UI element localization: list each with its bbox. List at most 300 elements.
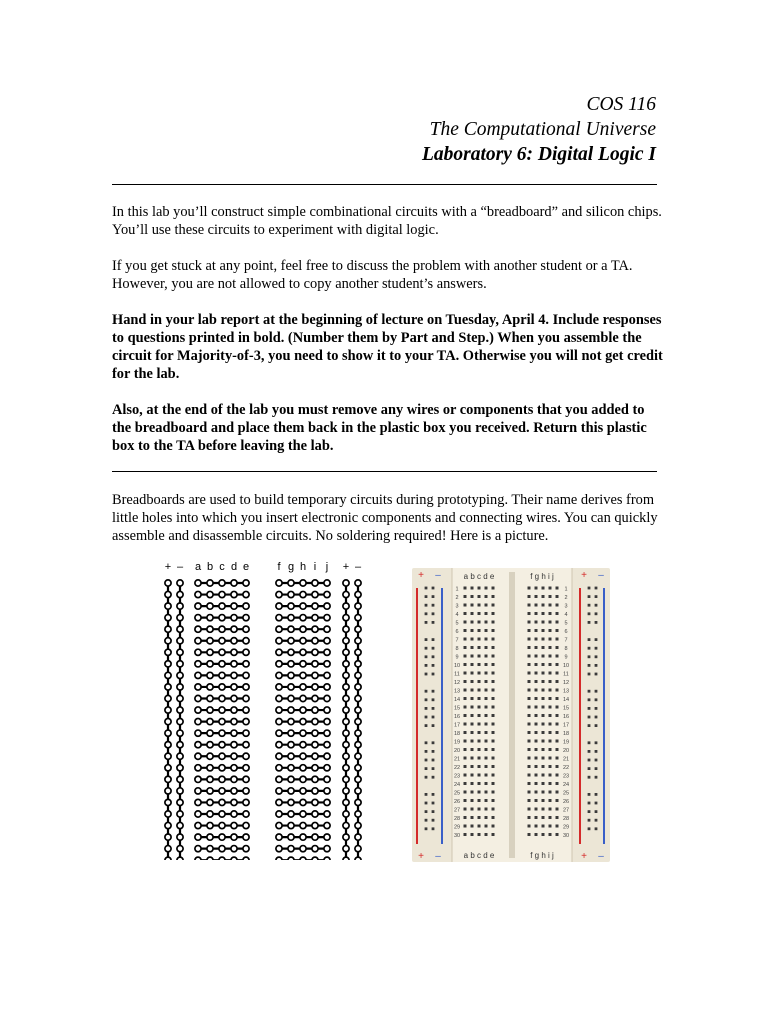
hole: [207, 834, 213, 840]
hole: [276, 672, 282, 678]
terminal-hole: [464, 808, 467, 811]
terminal-hole: [485, 663, 488, 666]
terminal-hole: [542, 757, 545, 760]
hole: [207, 707, 213, 713]
terminal-hole: [542, 748, 545, 751]
terminal-hole: [485, 604, 488, 607]
hole: [312, 719, 318, 725]
terminal-hole: [556, 646, 559, 649]
hole: [219, 811, 225, 817]
terminal-hole: [549, 697, 552, 700]
hole: [343, 857, 349, 860]
terminal-hole: [478, 689, 481, 692]
rail-hole: [425, 810, 428, 813]
terminal-hole: [485, 833, 488, 836]
row-number-left: 8: [455, 646, 459, 652]
row-number-right: 15: [562, 705, 570, 712]
hole: [300, 626, 306, 632]
hole: [177, 788, 183, 794]
row-number-right: 13: [562, 688, 570, 695]
hole: [195, 580, 201, 586]
hole: [324, 615, 330, 621]
course-title: The Computational Universe: [429, 119, 656, 140]
terminal-hole: [478, 638, 481, 641]
rail-hole: [595, 604, 598, 607]
terminal-hole: [478, 731, 481, 734]
terminal-hole: [542, 655, 545, 658]
terminal-hole: [556, 714, 559, 717]
terminal-hole: [485, 587, 488, 590]
terminal-hole: [485, 825, 488, 828]
hole: [219, 672, 225, 678]
hole: [195, 730, 201, 736]
hole: [355, 661, 361, 667]
rail-hole: [432, 827, 435, 830]
terminal-hole: [485, 723, 488, 726]
terminal-hole: [528, 748, 531, 751]
terminal-hole: [549, 604, 552, 607]
rail-hole: [425, 802, 428, 805]
row-number-right: 24: [562, 782, 570, 788]
terminal-hole: [528, 706, 531, 709]
hole: [219, 765, 225, 771]
terminal-hole: [492, 663, 495, 666]
row-number-right: 10: [562, 663, 570, 669]
terminal-hole: [535, 765, 538, 768]
hole: [288, 788, 294, 794]
terminal-hole: [528, 825, 531, 828]
row-number-left: 28: [453, 816, 461, 822]
terminal-hole: [471, 621, 474, 624]
hole: [165, 753, 171, 759]
minus-sign-bottom: –: [435, 851, 441, 862]
terminal-hole: [485, 740, 488, 743]
hole: [324, 580, 330, 586]
rail-hole: [588, 647, 591, 650]
terminal-hole: [492, 740, 495, 743]
terminal-hole: [492, 612, 495, 615]
rail-hole: [588, 724, 591, 727]
terminal-hole: [478, 680, 481, 683]
row-number-left: 2: [455, 595, 459, 601]
hole: [207, 730, 213, 736]
hole: [177, 730, 183, 736]
minus-sign-top: –: [435, 570, 441, 581]
column-letters-top-right: f g h i j: [530, 572, 554, 581]
row-number-left: 20: [453, 748, 461, 754]
row-number-left: 4: [455, 612, 459, 618]
row-number-left: 16: [453, 714, 461, 720]
terminal-hole: [485, 629, 488, 632]
hole: [207, 857, 213, 860]
terminal-hole: [542, 774, 545, 777]
hole: [343, 684, 349, 690]
hole: [276, 615, 282, 621]
hole: [243, 638, 249, 644]
hole: [276, 661, 282, 667]
rail-hole: [425, 767, 428, 770]
terminal-hole: [542, 740, 545, 743]
row-number-right: 20: [562, 748, 570, 754]
terminal-hole: [556, 808, 559, 811]
terminal-hole: [549, 672, 552, 675]
hole: [231, 753, 237, 759]
hole: [312, 649, 318, 655]
rail-hole: [425, 638, 428, 641]
hole: [195, 788, 201, 794]
terminal-hole: [464, 680, 467, 683]
terminal-hole: [485, 791, 488, 794]
hole: [165, 672, 171, 678]
rail-hole: [595, 698, 598, 701]
hole: [288, 638, 294, 644]
row-number-left: 19: [453, 739, 461, 746]
hole: [300, 788, 306, 794]
terminal-hole: [478, 748, 481, 751]
rail-hole: [425, 819, 428, 822]
terminal-hole: [492, 672, 495, 675]
hole: [324, 591, 330, 597]
hole: [243, 580, 249, 586]
hole: [231, 799, 237, 805]
terminal-hole: [478, 723, 481, 726]
hole: [177, 661, 183, 667]
hole: [231, 591, 237, 597]
terminal-hole: [492, 748, 495, 751]
hole: [355, 615, 361, 621]
hole: [276, 742, 282, 748]
row-number-left: 26: [453, 799, 461, 805]
terminal-hole: [478, 697, 481, 700]
hole: [165, 707, 171, 713]
row-number-left: 22: [453, 765, 461, 771]
hole: [288, 615, 294, 621]
hole: [343, 765, 349, 771]
terminal-hole: [549, 808, 552, 811]
hole: [243, 591, 249, 597]
hole: [288, 661, 294, 667]
rail-hole: [425, 690, 428, 693]
rail-hole: [595, 724, 598, 727]
terminal-hole: [478, 714, 481, 717]
terminal-hole: [542, 595, 545, 598]
hole: [355, 649, 361, 655]
hole: [324, 719, 330, 725]
terminal-hole: [556, 782, 559, 785]
rail-hole: [595, 707, 598, 710]
terminal-hole: [549, 714, 552, 717]
terminal-hole: [528, 621, 531, 624]
terminal-hole: [542, 706, 545, 709]
hole: [231, 834, 237, 840]
row-number-left: 5: [455, 620, 459, 627]
hole: [324, 742, 330, 748]
hole: [355, 672, 361, 678]
terminal-hole: [471, 697, 474, 700]
hole: [276, 811, 282, 817]
hole: [288, 684, 294, 690]
hole: [219, 730, 225, 736]
column-label-10: i: [313, 561, 317, 573]
hole: [177, 753, 183, 759]
hole: [165, 822, 171, 828]
terminal-hole: [535, 621, 538, 624]
terminal-hole: [485, 799, 488, 802]
terminal-hole: [542, 663, 545, 666]
terminal-hole: [528, 808, 531, 811]
hole: [177, 776, 183, 782]
terminal-hole: [478, 799, 481, 802]
terminal-hole: [556, 833, 559, 836]
hole: [231, 730, 237, 736]
hole: [343, 753, 349, 759]
rail-hole: [425, 716, 428, 719]
hole: [195, 811, 201, 817]
rail-hole: [588, 673, 591, 676]
hole: [195, 626, 201, 632]
hole: [207, 615, 213, 621]
column-label-4: c: [219, 561, 225, 573]
row-number-left: 10: [453, 663, 461, 669]
hole: [288, 799, 294, 805]
hole: [165, 834, 171, 840]
minus-sign-bottom: –: [598, 851, 604, 862]
rail-hole: [588, 664, 591, 667]
hole: [300, 834, 306, 840]
terminal-hole: [556, 655, 559, 658]
hole: [207, 649, 213, 655]
hole: [312, 857, 318, 860]
row-number-left: 18: [453, 731, 461, 737]
terminal-hole: [556, 825, 559, 828]
row-number-left: 25: [453, 790, 461, 797]
row-number-right: 16: [562, 714, 570, 720]
terminal-hole: [542, 621, 545, 624]
hole: [324, 834, 330, 840]
hole: [165, 684, 171, 690]
row-number-left: 9: [455, 654, 459, 661]
terminal-hole: [535, 604, 538, 607]
hole: [355, 822, 361, 828]
rail-hole: [588, 776, 591, 779]
terminal-hole: [464, 638, 467, 641]
terminal-hole: [464, 595, 467, 598]
hole: [355, 765, 361, 771]
hole: [300, 672, 306, 678]
terminal-hole: [485, 765, 488, 768]
hole: [288, 580, 294, 586]
row-number-right: 9: [564, 654, 568, 661]
hole: [288, 834, 294, 840]
terminal-hole: [478, 774, 481, 777]
hole: [231, 638, 237, 644]
hole: [312, 615, 318, 621]
terminal-hole: [535, 808, 538, 811]
terminal-hole: [485, 816, 488, 819]
rail-hole: [588, 750, 591, 753]
plus-sign-bottom: +: [581, 851, 587, 862]
hole: [324, 846, 330, 852]
rail-hole: [432, 647, 435, 650]
terminal-hole: [528, 799, 531, 802]
terminal-hole: [464, 833, 467, 836]
hole: [165, 799, 171, 805]
rail-hole: [425, 664, 428, 667]
hole: [312, 591, 318, 597]
terminal-hole: [492, 621, 495, 624]
hole: [231, 603, 237, 609]
terminal-hole: [549, 825, 552, 828]
row-number-right: 11: [563, 671, 569, 678]
hole: [355, 753, 361, 759]
terminal-hole: [528, 791, 531, 794]
hole: [324, 753, 330, 759]
terminal-hole: [471, 799, 474, 802]
hole: [312, 626, 318, 632]
row-number-left: 23: [453, 773, 461, 780]
hole: [312, 799, 318, 805]
hole: [165, 788, 171, 794]
terminal-hole: [549, 663, 552, 666]
hole: [288, 730, 294, 736]
intro-paragraph: In this lab you’ll construct simple combinational circuits with a “breadboard” and silicon chips. You’ll use these circuits to experiment with digital logic.: [112, 204, 662, 238]
row-number-left: 7: [455, 637, 459, 644]
terminal-hole: [471, 663, 474, 666]
terminal-hole: [492, 680, 495, 683]
terminal-hole: [485, 612, 488, 615]
rail-hole: [432, 724, 435, 727]
terminal-hole: [464, 714, 467, 717]
row-number-left: 29: [453, 824, 461, 831]
hole: [165, 719, 171, 725]
terminal-hole: [535, 833, 538, 836]
hole: [219, 753, 225, 759]
row-number-right: 30: [562, 833, 570, 839]
terminal-hole: [478, 791, 481, 794]
row-number-right: 26: [562, 799, 570, 805]
hole: [165, 638, 171, 644]
terminal-hole: [549, 689, 552, 692]
terminal-hole: [464, 689, 467, 692]
terminal-hole: [549, 731, 552, 734]
terminal-hole: [485, 782, 488, 785]
hole: [207, 695, 213, 701]
terminal-hole: [528, 833, 531, 836]
rail-hole: [595, 802, 598, 805]
hole: [355, 834, 361, 840]
terminal-hole: [535, 629, 538, 632]
column-letters-top-left: a b c d e: [463, 572, 495, 581]
hole: [355, 603, 361, 609]
terminal-hole: [478, 740, 481, 743]
hole: [195, 857, 201, 860]
rail-hole: [588, 810, 591, 813]
row-number-left: 14: [453, 697, 461, 703]
terminal-hole: [471, 774, 474, 777]
terminal-hole: [549, 646, 552, 649]
hole: [207, 626, 213, 632]
column-label-5: d: [230, 561, 238, 573]
rail-hole: [425, 655, 428, 658]
hole: [207, 580, 213, 586]
terminal-hole: [464, 672, 467, 675]
hole: [231, 695, 237, 701]
row-number-right: 8: [564, 646, 568, 652]
terminal-hole: [535, 638, 538, 641]
terminal-hole: [471, 816, 474, 819]
terminal-hole: [464, 799, 467, 802]
rail-hole: [425, 750, 428, 753]
rail-hole: [425, 604, 428, 607]
terminal-hole: [471, 638, 474, 641]
terminal-hole: [542, 689, 545, 692]
hole: [355, 742, 361, 748]
hole: [355, 811, 361, 817]
terminal-hole: [464, 621, 467, 624]
column-label-9: h: [299, 561, 307, 573]
hole: [207, 672, 213, 678]
hole: [243, 776, 249, 782]
rail-hole: [588, 793, 591, 796]
hole: [355, 776, 361, 782]
hole: [165, 776, 171, 782]
terminal-hole: [485, 714, 488, 717]
rail-hole: [595, 638, 598, 641]
hole: [343, 615, 349, 621]
rail-hole: [595, 827, 598, 830]
cleanup-paragraph: Also, at the end of the lab you must remove any wires or components that you added to the breadboard and place them back in the plastic box you received. Return this plastic box to the TA before leaving the lab.: [112, 402, 647, 454]
terminal-hole: [478, 655, 481, 658]
hole: [288, 719, 294, 725]
hole: [207, 591, 213, 597]
terminal-hole: [471, 740, 474, 743]
hole: [276, 649, 282, 655]
row-number-left: 3: [455, 603, 459, 610]
terminal-hole: [478, 706, 481, 709]
terminal-hole: [542, 765, 545, 768]
hole: [243, 672, 249, 678]
row-number-left: 27: [453, 807, 461, 814]
terminal-hole: [528, 816, 531, 819]
terminal-hole: [464, 663, 467, 666]
hole: [243, 649, 249, 655]
row-number-right: 28: [562, 816, 570, 822]
rail-hole: [432, 655, 435, 658]
terminal-hole: [535, 816, 538, 819]
terminal-hole: [556, 706, 559, 709]
plus-sign-top: +: [581, 570, 587, 581]
terminal-hole: [528, 714, 531, 717]
row-number-right: 21: [562, 756, 570, 763]
terminal-hole: [528, 731, 531, 734]
hole: [243, 765, 249, 771]
terminal-hole: [485, 621, 488, 624]
hole: [300, 811, 306, 817]
hole: [195, 742, 201, 748]
terminal-hole: [478, 621, 481, 624]
rail-hole: [588, 655, 591, 658]
terminal-hole: [464, 765, 467, 768]
hole: [219, 719, 225, 725]
column-label-12: +: [342, 561, 350, 573]
terminal-hole: [528, 587, 531, 590]
hole: [165, 591, 171, 597]
rail-hole: [588, 819, 591, 822]
hole: [324, 661, 330, 667]
hole: [195, 846, 201, 852]
hole: [276, 707, 282, 713]
hole: [177, 580, 183, 586]
